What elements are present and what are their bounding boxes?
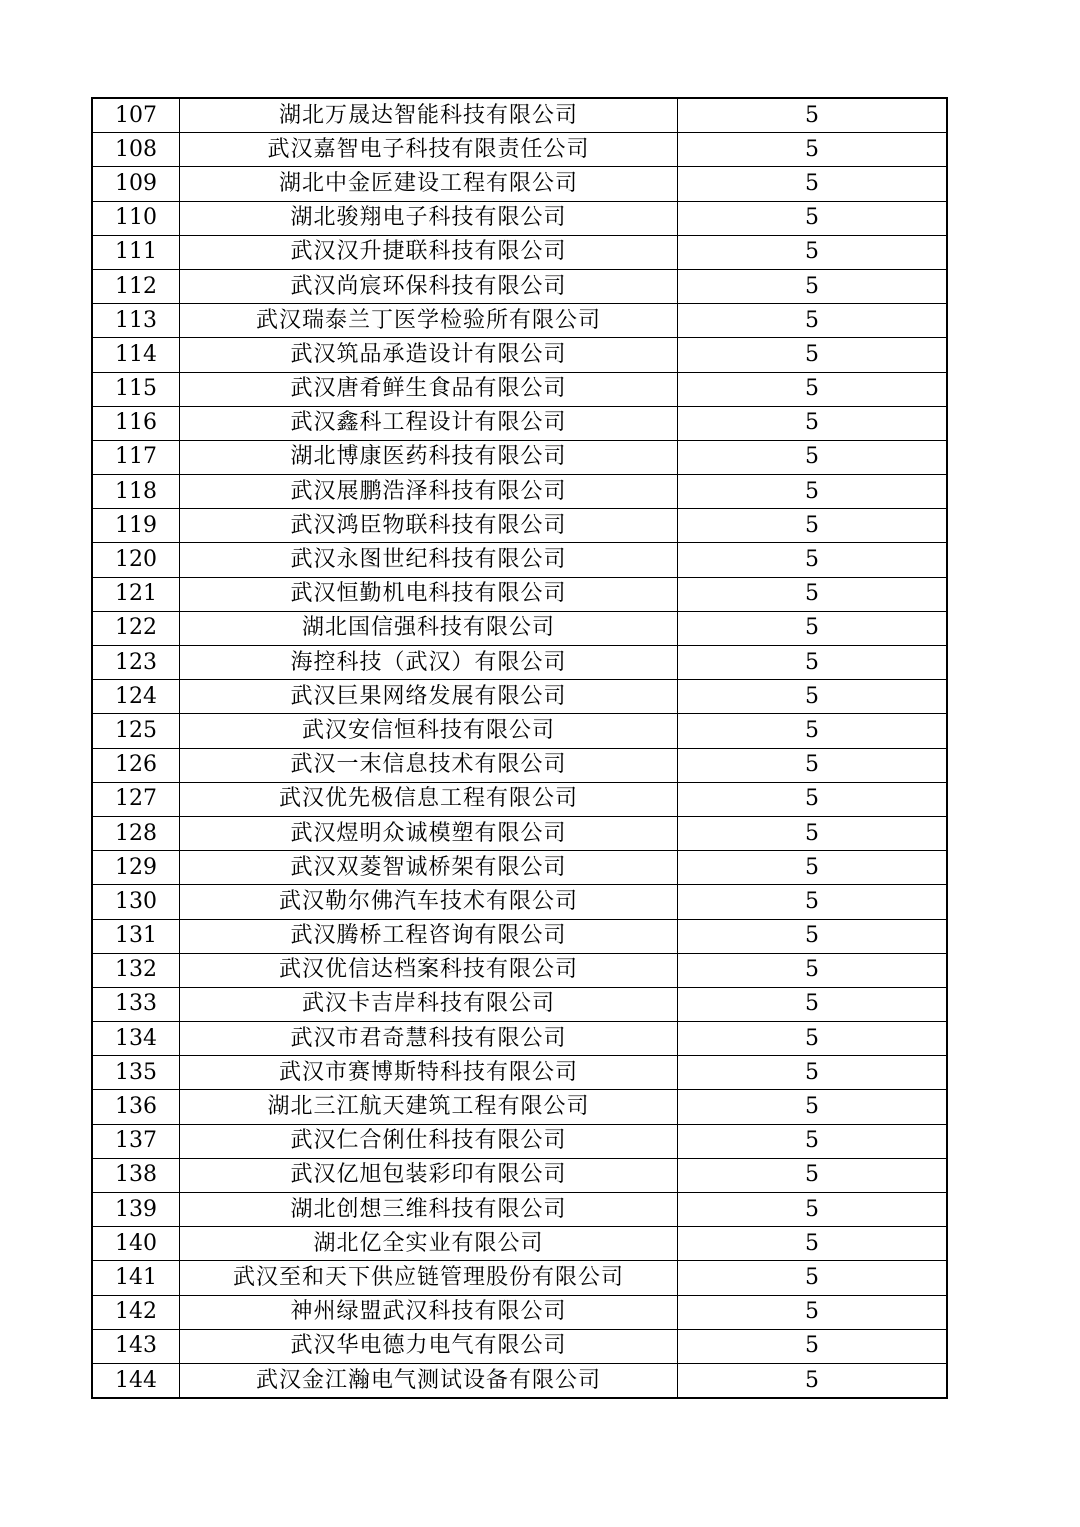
score-cell: 5 (678, 919, 948, 953)
table-row (92, 1193, 947, 1227)
table-row (92, 406, 947, 440)
score-cell: 5 (678, 1056, 948, 1090)
table-row (92, 133, 947, 167)
table-row (92, 338, 947, 372)
score-cell: 5 (678, 1193, 948, 1227)
row-number-cell: 122 (92, 611, 180, 645)
table-row (92, 1295, 947, 1329)
row-number-cell: 123 (92, 646, 180, 680)
table-row (92, 953, 947, 987)
company-name-cell: 武汉恒勤机电科技有限公司 (180, 577, 678, 611)
table-body (92, 98, 947, 1398)
row-number-cell: 137 (92, 1124, 180, 1158)
table-row (92, 1329, 947, 1363)
score-cell: 5 (678, 816, 948, 850)
table-row (92, 816, 947, 850)
company-name-cell: 神州绿盟武汉科技有限公司 (180, 1295, 678, 1329)
row-number-cell: 111 (92, 235, 180, 269)
score-cell: 5 (678, 953, 948, 987)
score-cell: 5 (678, 680, 948, 714)
company-name-cell: 湖北三江航天建筑工程有限公司 (180, 1090, 678, 1124)
table-row (92, 235, 947, 269)
company-score-table (91, 97, 948, 1399)
company-name-cell: 武汉瑞泰兰丁医学检验所有限公司 (180, 304, 678, 338)
row-number-cell: 124 (92, 680, 180, 714)
company-name-cell: 武汉市赛博斯特科技有限公司 (180, 1056, 678, 1090)
score-cell: 5 (678, 1227, 948, 1261)
company-name-cell: 湖北国信强科技有限公司 (180, 611, 678, 645)
row-number-cell: 128 (92, 816, 180, 850)
table-row (92, 1261, 947, 1295)
row-number-cell: 140 (92, 1227, 180, 1261)
company-name-cell: 武汉金江瀚电气测试设备有限公司 (180, 1363, 678, 1398)
score-cell: 5 (678, 1295, 948, 1329)
row-number-cell: 144 (92, 1363, 180, 1398)
row-number-cell: 134 (92, 1022, 180, 1056)
table-row (92, 1056, 947, 1090)
row-number-cell: 118 (92, 475, 180, 509)
row-number-cell: 143 (92, 1329, 180, 1363)
company-name-cell: 武汉筑品承造设计有限公司 (180, 338, 678, 372)
score-cell: 5 (678, 1124, 948, 1158)
company-name-cell: 武汉勒尔佛汽车技术有限公司 (180, 885, 678, 919)
table-row (92, 440, 947, 474)
row-number-cell: 114 (92, 338, 180, 372)
score-cell: 5 (678, 133, 948, 167)
row-number-cell: 142 (92, 1295, 180, 1329)
score-cell: 5 (678, 98, 948, 133)
company-name-cell: 湖北博康医药科技有限公司 (180, 440, 678, 474)
score-cell: 5 (678, 235, 948, 269)
row-number-cell: 138 (92, 1158, 180, 1192)
company-name-cell: 武汉嘉智电子科技有限责任公司 (180, 133, 678, 167)
score-cell: 5 (678, 509, 948, 543)
row-number-cell: 113 (92, 304, 180, 338)
table-row (92, 1158, 947, 1192)
row-number-cell: 110 (92, 201, 180, 235)
company-name-cell: 武汉仁合俐仕科技有限公司 (180, 1124, 678, 1158)
company-name-cell: 武汉鑫科工程设计有限公司 (180, 406, 678, 440)
company-name-cell: 武汉巨果网络发展有限公司 (180, 680, 678, 714)
score-cell: 5 (678, 167, 948, 201)
company-name-cell: 武汉永图世纪科技有限公司 (180, 543, 678, 577)
table-row (92, 919, 947, 953)
table-row (92, 748, 947, 782)
row-number-cell: 130 (92, 885, 180, 919)
row-number-cell: 112 (92, 269, 180, 303)
row-number-cell: 120 (92, 543, 180, 577)
score-cell: 5 (678, 748, 948, 782)
score-cell: 5 (678, 611, 948, 645)
table-row (92, 885, 947, 919)
score-cell: 5 (678, 406, 948, 440)
row-number-cell: 125 (92, 714, 180, 748)
company-name-cell: 武汉汉升捷联科技有限公司 (180, 235, 678, 269)
row-number-cell: 139 (92, 1193, 180, 1227)
score-cell: 5 (678, 1329, 948, 1363)
company-name-cell: 武汉煜明众诚模塑有限公司 (180, 816, 678, 850)
company-name-cell: 湖北骏翔电子科技有限公司 (180, 201, 678, 235)
row-number-cell: 132 (92, 953, 180, 987)
score-cell: 5 (678, 1261, 948, 1295)
table-row (92, 269, 947, 303)
company-name-cell: 海控科技（武汉）有限公司 (180, 646, 678, 680)
score-cell: 5 (678, 201, 948, 235)
score-cell: 5 (678, 851, 948, 885)
company-name-cell: 湖北亿全实业有限公司 (180, 1227, 678, 1261)
score-cell: 5 (678, 646, 948, 680)
company-name-cell: 武汉展鹏浩泽科技有限公司 (180, 475, 678, 509)
company-name-cell: 武汉至和天下供应链管理股份有限公司 (180, 1261, 678, 1295)
table-row (92, 1363, 947, 1398)
company-name-cell: 武汉优先极信息工程有限公司 (180, 782, 678, 816)
table-row (92, 98, 947, 133)
table-row (92, 577, 947, 611)
row-number-cell: 116 (92, 406, 180, 440)
table-row (92, 680, 947, 714)
score-cell: 5 (678, 1090, 948, 1124)
score-cell: 5 (678, 440, 948, 474)
company-name-cell: 武汉尚宸环保科技有限公司 (180, 269, 678, 303)
score-cell: 5 (678, 475, 948, 509)
company-name-cell: 武汉鸿臣物联科技有限公司 (180, 509, 678, 543)
row-number-cell: 108 (92, 133, 180, 167)
company-name-cell: 武汉市君奇慧科技有限公司 (180, 1022, 678, 1056)
score-cell: 5 (678, 987, 948, 1021)
company-name-cell: 武汉安信恒科技有限公司 (180, 714, 678, 748)
company-name-cell: 湖北万晟达智能科技有限公司 (180, 98, 678, 133)
table-row (92, 1227, 947, 1261)
company-name-cell: 武汉唐肴鲜生食品有限公司 (180, 372, 678, 406)
score-cell: 5 (678, 372, 948, 406)
table-row (92, 1090, 947, 1124)
score-cell: 5 (678, 885, 948, 919)
table-row (92, 714, 947, 748)
row-number-cell: 115 (92, 372, 180, 406)
table-row (92, 782, 947, 816)
score-cell: 5 (678, 714, 948, 748)
table-row (92, 201, 947, 235)
table-row (92, 646, 947, 680)
table-row (92, 509, 947, 543)
score-cell: 5 (678, 1022, 948, 1056)
table-row (92, 1022, 947, 1056)
row-number-cell: 109 (92, 167, 180, 201)
company-name-cell: 武汉腾桥工程咨询有限公司 (180, 919, 678, 953)
score-cell: 5 (678, 304, 948, 338)
company-name-cell: 湖北创想三维科技有限公司 (180, 1193, 678, 1227)
row-number-cell: 135 (92, 1056, 180, 1090)
table-row (92, 167, 947, 201)
score-cell: 5 (678, 1363, 948, 1398)
company-name-cell: 武汉一末信息技术有限公司 (180, 748, 678, 782)
row-number-cell: 141 (92, 1261, 180, 1295)
company-name-cell: 武汉卡吉岸科技有限公司 (180, 987, 678, 1021)
table-row (92, 1124, 947, 1158)
row-number-cell: 129 (92, 851, 180, 885)
table-row (92, 475, 947, 509)
table-row (92, 543, 947, 577)
row-number-cell: 136 (92, 1090, 180, 1124)
row-number-cell: 119 (92, 509, 180, 543)
score-cell: 5 (678, 543, 948, 577)
score-cell: 5 (678, 782, 948, 816)
company-name-cell: 武汉双菱智诚桥架有限公司 (180, 851, 678, 885)
score-cell: 5 (678, 338, 948, 372)
table-row (92, 851, 947, 885)
row-number-cell: 126 (92, 748, 180, 782)
score-cell: 5 (678, 577, 948, 611)
table-row (92, 611, 947, 645)
row-number-cell: 117 (92, 440, 180, 474)
table-row (92, 304, 947, 338)
row-number-cell: 131 (92, 919, 180, 953)
row-number-cell: 127 (92, 782, 180, 816)
row-number-cell: 107 (92, 98, 180, 133)
table-row (92, 372, 947, 406)
company-name-cell: 湖北中金匠建设工程有限公司 (180, 167, 678, 201)
row-number-cell: 121 (92, 577, 180, 611)
row-number-cell: 133 (92, 987, 180, 1021)
score-cell: 5 (678, 269, 948, 303)
company-name-cell: 武汉华电德力电气有限公司 (180, 1329, 678, 1363)
company-name-cell: 武汉优信达档案科技有限公司 (180, 953, 678, 987)
score-cell: 5 (678, 1158, 948, 1192)
company-name-cell: 武汉亿旭包装彩印有限公司 (180, 1158, 678, 1192)
table-row (92, 987, 947, 1021)
